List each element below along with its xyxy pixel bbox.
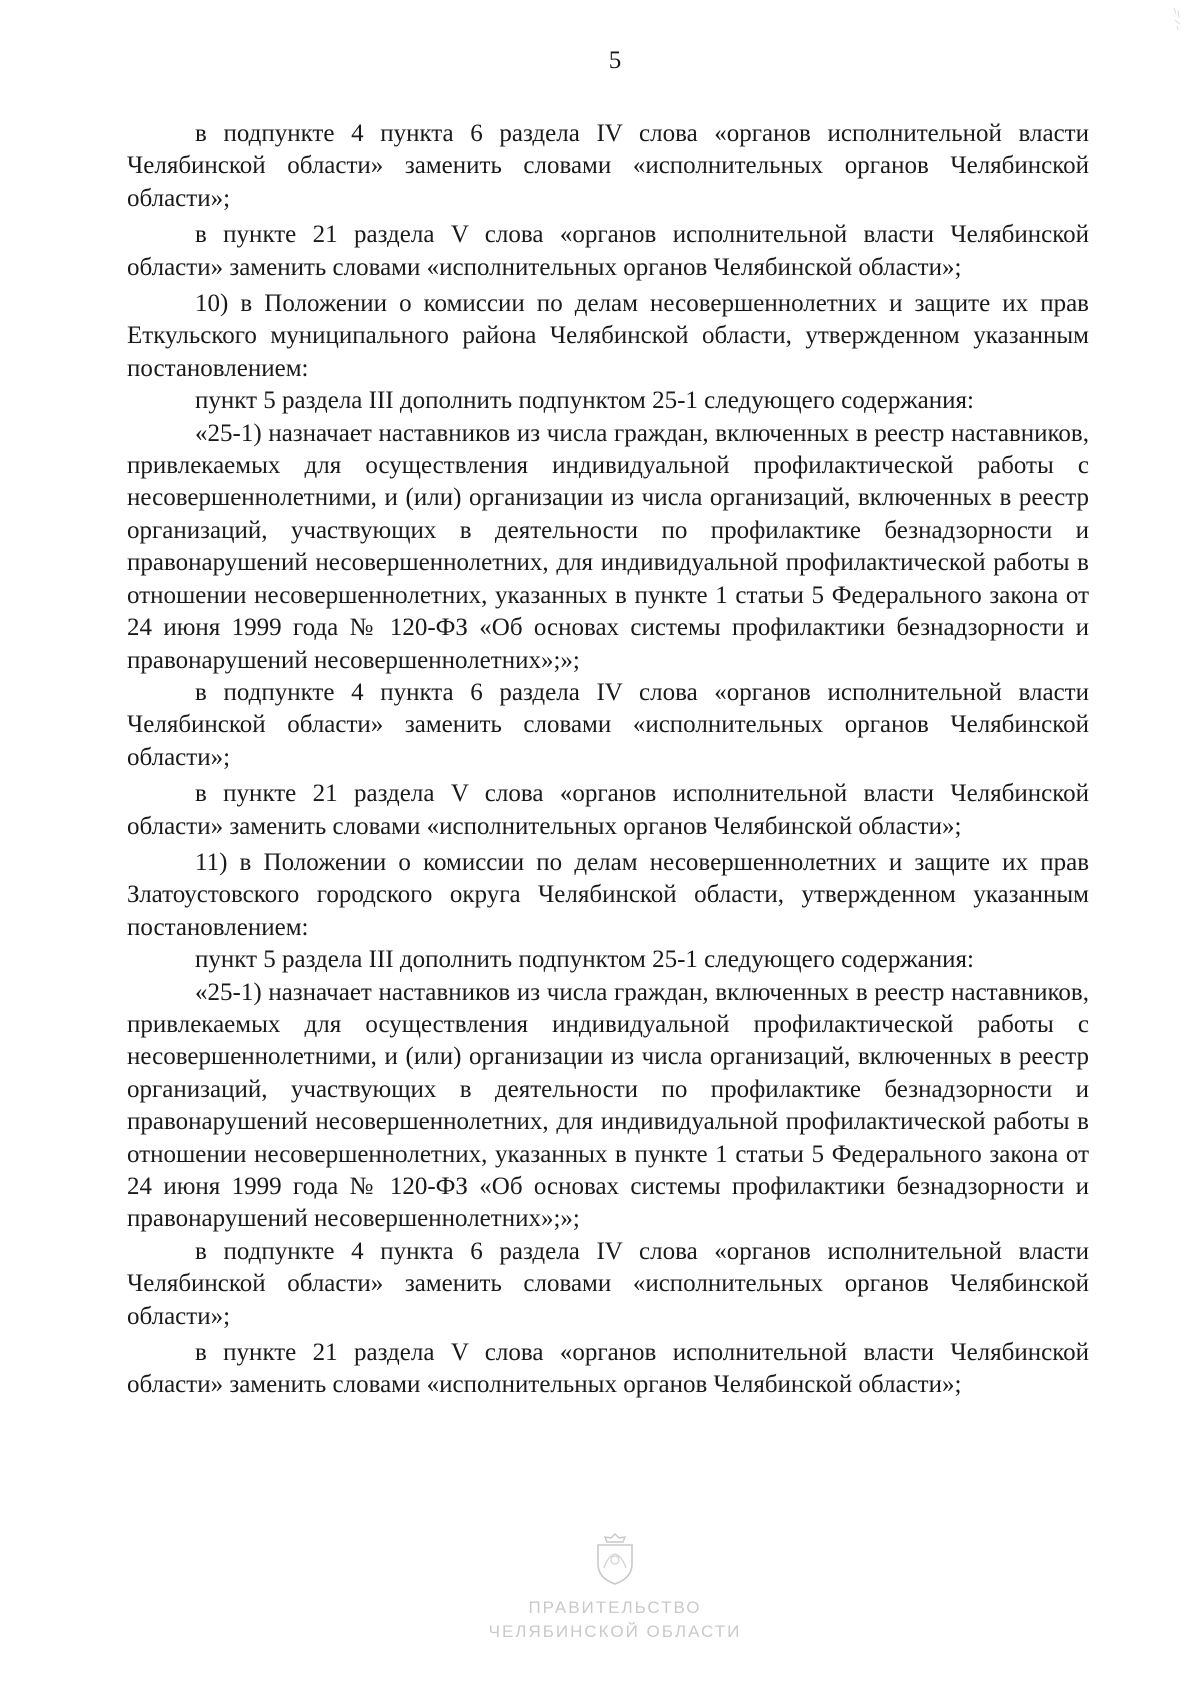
paragraph: в пункте 21 раздела V слова «органов исполнительной власти Челябинской области» заменить словами «исполнительных органов Челябинской области»; xyxy=(127,1339,1089,1399)
scan-artifact-icon xyxy=(1170,6,1186,32)
paragraph: в подпункте 4 пункта 6 раздела IV слова «органов исполнительной власти Челябинской области» заменить словами «исполнительных органов Челябинской области»; xyxy=(127,1237,1089,1330)
paragraph: в пункте 21 раздела V слова «органов исполнительной власти Челябинской области» заменить словами «исполнительных органов Челябинской области»; xyxy=(127,221,1089,281)
paragraph: «25-1) назначает наставников из числа граждан, включенных в реестр наставников, привлекаемых для осуществления индивидуальной профилактической работы с несовершеннолетними, и (или) организации из числа организаций, включенных в реестр организаций, участвующих в деятельности по профилактике безнадзорности и правонарушений несовершеннолетних, для индивидуальной профилактической работы в отношении несовершеннолетних, указанных в пункте 1 статьи 5 Федерального закона от 24 июня 1999 года № 120-ФЗ «Об основах системы профилактики безнадзорности и правонарушений несовершеннолетних»;»; xyxy=(127,978,1089,1233)
paragraph: 11) в Положении о комиссии по делам несовершеннолетних и защите их прав Златоустовского городского округа Челябинской области, утвержденном указанным постановлением: xyxy=(127,848,1089,941)
document-body xyxy=(127,118,1089,1402)
paragraph: пункт 5 раздела III дополнить подпунктом 25-1 следующего содержания: xyxy=(195,387,974,415)
paragraph: в подпункте 4 пункта 6 раздела IV слова «органов исполнительной власти Челябинской области» заменить словами «исполнительных органов Челябинской области»; xyxy=(127,120,1089,212)
page-number: 5 xyxy=(608,47,622,74)
coat-of-arms-emblem-icon xyxy=(592,1532,638,1586)
paragraph: «25-1) назначает наставников из числа граждан, включенных в реестр наставников, привлекаемых для осуществления индивидуальной профилактической работы с несовершеннолетними, и (или) организации из числа организаций, включенных в реестр организаций, участвующих в деятельности по профилактике безнадзорности и правонарушений несовершеннолетних, для индивидуальной профилактической работы в отношении несовершеннолетних, указанных в пункте 1 статьи 5 Федерального закона от 24 июня 1999 года № 120-ФЗ «Об основах системы профилактики безнадзорности и правонарушений несовершеннолетних»;»; xyxy=(127,419,1089,674)
watermark-line-1: ПРАВИТЕЛЬСТВО xyxy=(528,1598,702,1617)
paragraph: пункт 5 раздела III дополнить подпунктом 25-1 следующего содержания: xyxy=(195,946,974,974)
paragraph: в пункте 21 раздела V слова «органов исполнительной власти Челябинской области» заменить словами «исполнительных органов Челябинской области»; xyxy=(127,780,1089,840)
paragraph: в подпункте 4 пункта 6 раздела IV слова «органов исполнительной власти Челябинской области» заменить словами «исполнительных органов Челябинской области»; xyxy=(127,678,1089,771)
paragraph: 10) в Положении о комиссии по делам несовершеннолетних и защите их прав Еткульского муниципального района Челябинской области, утвержденном указанным постановлением: xyxy=(127,290,1089,382)
watermark-line-2: ЧЕЛЯБИНСКОЙ ОБЛАСТИ xyxy=(488,1622,742,1641)
government-watermark xyxy=(0,1532,1200,1644)
